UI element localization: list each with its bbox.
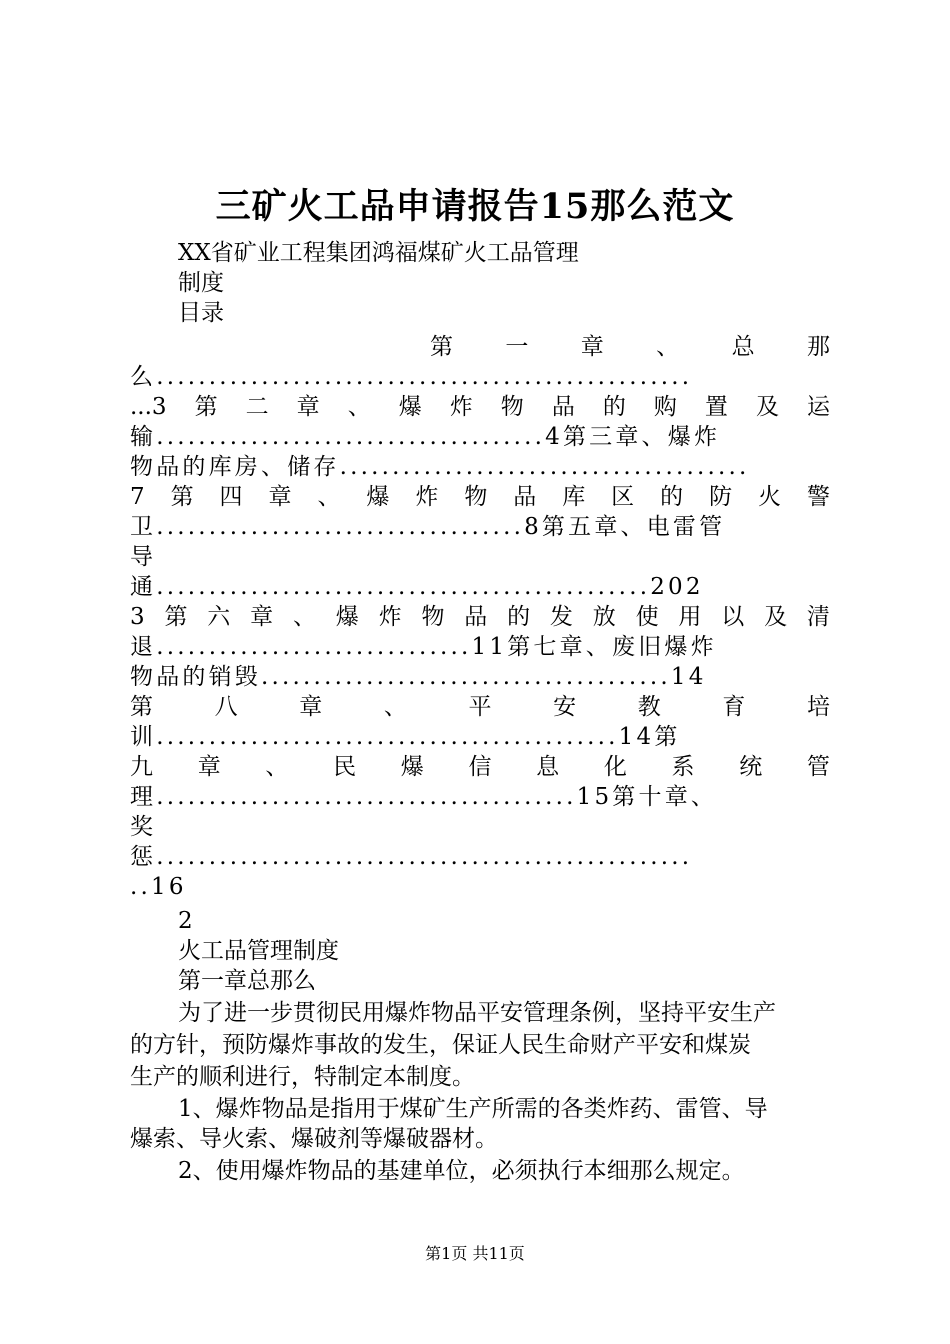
toc-char: 区 xyxy=(611,484,635,510)
toc-char: 第 xyxy=(164,604,188,630)
toc-char: 息 xyxy=(536,754,560,780)
toc-char: 的 xyxy=(602,394,626,420)
toc-char: 库 xyxy=(562,484,586,510)
toc-char: 民 xyxy=(333,754,357,780)
toc-char: 炸 xyxy=(449,394,473,420)
toc-char: 炸 xyxy=(415,484,439,510)
paragraph-3: 2、使用爆炸物品的基建单位，必须执行本细那么规定。 xyxy=(178,1158,745,1184)
toc-char: 炸 xyxy=(378,604,402,630)
toc-char: 第 xyxy=(130,694,153,720)
toc-char: 物 xyxy=(500,394,524,420)
toc-char: 放 xyxy=(592,604,616,630)
toc-char: 、 xyxy=(292,604,316,630)
toc-char: 物 xyxy=(421,604,445,630)
toc-row-18: 惩................................................... xyxy=(130,844,693,870)
toc-char: 四 xyxy=(219,484,243,510)
toc-char: 火 xyxy=(758,484,782,510)
toc-char: 、 xyxy=(347,394,371,420)
toc-char: 购 xyxy=(653,394,677,420)
toc-char: 第 xyxy=(194,394,218,420)
toc-char: 爆 xyxy=(400,754,424,780)
toc-char: 章 xyxy=(197,754,221,780)
toc-char: 信 xyxy=(468,754,492,780)
toc-row-6 xyxy=(130,482,830,512)
toc-char: 章 xyxy=(296,394,320,420)
toc-char: 发 xyxy=(549,604,573,630)
toc-char: 7 xyxy=(130,484,145,510)
toc-char: 、 xyxy=(317,484,341,510)
toc-char: 爆 xyxy=(398,394,422,420)
toc-char: 品 xyxy=(513,484,537,510)
paragraph-1-line-2: 的方针，预防爆炸事故的发生，保证人民生命财产平安和煤炭 xyxy=(130,1032,751,1058)
page-reference: 2 xyxy=(178,908,193,934)
toc-heading: 目录 xyxy=(178,300,224,326)
toc-row-5: 物品的库房、储存....................................... xyxy=(130,454,750,480)
toc-char: 、 xyxy=(265,754,289,780)
toc-char: 运 xyxy=(806,394,830,420)
toc-char: 那 xyxy=(806,334,830,360)
toc-char: 的 xyxy=(660,484,684,510)
toc-char: 、 xyxy=(383,694,407,720)
toc-row-13 xyxy=(130,692,830,722)
toc-char: 第 xyxy=(170,484,194,510)
toc-row-17: 奖 xyxy=(130,814,153,840)
paragraph-1-line-1: 为了进一步贯彻民用爆炸物品平安管理条例，坚持平安生产 xyxy=(178,1000,776,1026)
toc-char: 用 xyxy=(678,604,702,630)
toc-char: 章 xyxy=(580,334,604,360)
toc-char: 二 xyxy=(245,394,269,420)
toc-char: 六 xyxy=(207,604,231,630)
toc-char: 使 xyxy=(635,604,659,630)
toc-row-14: 训............................................14第 xyxy=(130,724,681,750)
toc-row-16: 理........................................15第十章、 xyxy=(130,784,718,810)
paragraph-2-line-2: 爆索、导火索、爆破剂等爆破器材。 xyxy=(130,1126,498,1152)
paragraph-1-line-3: 生产的顺利进行，特制定本制度。 xyxy=(130,1064,475,1090)
toc-row-12: 物品的销毁.......................................14 xyxy=(130,664,707,690)
toc-char: 培 xyxy=(807,694,830,720)
toc-char: 章 xyxy=(250,604,274,630)
toc-row-7: 卫...................................8第五章、电雷管 xyxy=(130,514,726,540)
subtitle-line-2: 制度 xyxy=(178,270,224,296)
toc-char: 安 xyxy=(553,694,577,720)
toc-char: 3 xyxy=(130,604,145,630)
toc-char: 防 xyxy=(709,484,733,510)
toc-row-15 xyxy=(130,752,830,782)
toc-char: 管 xyxy=(806,754,830,780)
toc-char: 、 xyxy=(656,334,680,360)
toc-char: 平 xyxy=(468,694,492,720)
toc-char: 九 xyxy=(130,754,153,780)
document-title: 三矿火工品申请报告15那么范文 xyxy=(215,186,735,227)
toc-char: 及 xyxy=(764,604,788,630)
toc-row-1 xyxy=(430,332,830,362)
toc-char: 育 xyxy=(722,694,746,720)
toc-char: 一 xyxy=(505,334,529,360)
toc-char: 品 xyxy=(551,394,575,420)
toc-char: 及 xyxy=(755,394,779,420)
toc-char: 置 xyxy=(704,394,728,420)
toc-char: ...3 xyxy=(130,394,167,420)
toc-char: 八 xyxy=(214,694,238,720)
toc-char: 章 xyxy=(268,484,292,510)
toc-row-19: ..16 xyxy=(130,874,187,900)
toc-char: 的 xyxy=(507,604,531,630)
toc-row-3 xyxy=(130,392,830,422)
toc-char: 警 xyxy=(806,484,830,510)
toc-char: 以 xyxy=(721,604,745,630)
toc-char: 教 xyxy=(637,694,661,720)
toc-char: 化 xyxy=(603,754,627,780)
toc-char: 第 xyxy=(430,334,453,360)
toc-row-10 xyxy=(130,602,830,632)
toc-char: 总 xyxy=(731,334,755,360)
toc-char: 统 xyxy=(739,754,763,780)
page-footer: 第1页 共11页 xyxy=(425,1244,525,1263)
toc-char: 物 xyxy=(464,484,488,510)
toc-char: 系 xyxy=(671,754,695,780)
toc-char: 爆 xyxy=(366,484,390,510)
toc-row-8: 导 xyxy=(130,544,153,570)
section-heading: 火工品管理制度 xyxy=(178,938,339,964)
toc-char: 爆 xyxy=(335,604,359,630)
chapter-heading: 第一章总那么 xyxy=(178,968,316,994)
paragraph-2-line-1: 1、爆炸物品是指用于煤矿生产所需的各类炸药、雷管、导 xyxy=(178,1096,768,1122)
subtitle-line-1: XX省矿业工程集团鸿福煤矿火工品管理 xyxy=(178,240,579,266)
toc-row-2: 么................................................... xyxy=(130,364,693,390)
toc-char: 品 xyxy=(464,604,488,630)
toc-row-4: 输.....................................4第三章、爆炸 xyxy=(130,424,721,450)
toc-row-9: 通...............................................202 xyxy=(130,574,704,600)
toc-char: 章 xyxy=(299,694,323,720)
toc-row-11: 退..............................11第七章、废旧爆炸 xyxy=(130,634,717,660)
toc-char: 清 xyxy=(806,604,830,630)
